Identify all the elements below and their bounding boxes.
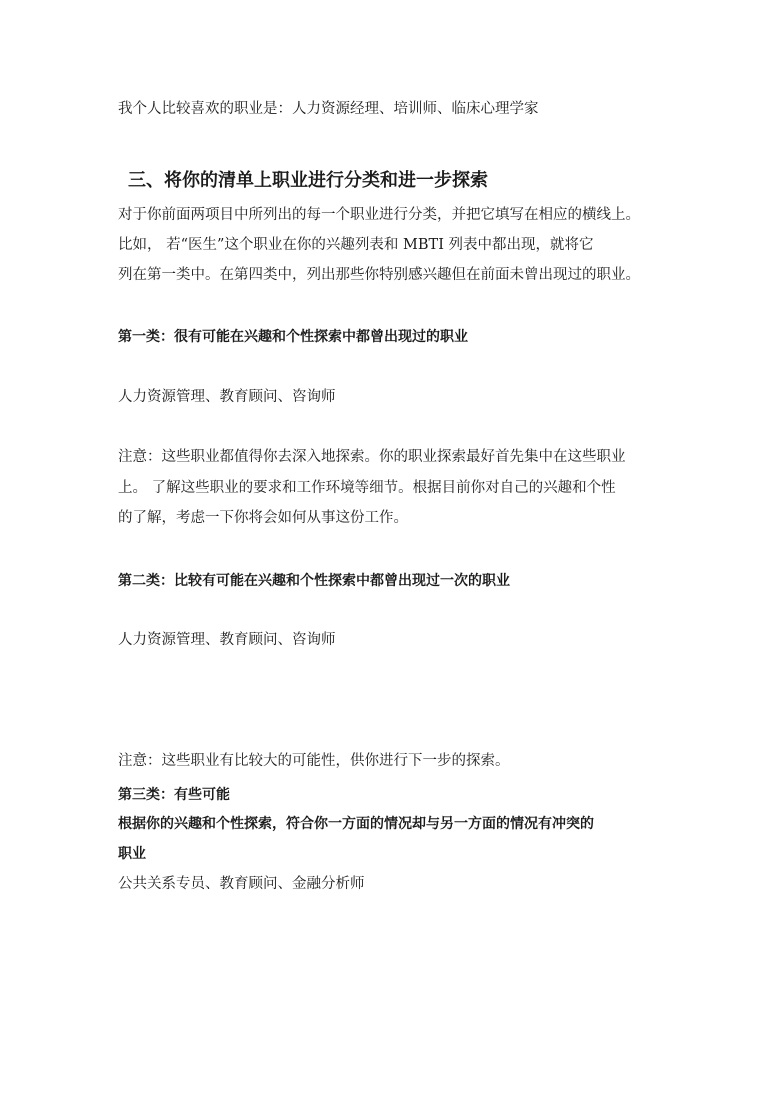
category2-careers: 人力资源管理、教育顾问、咨询师 [118,632,336,648]
category1-careers: 人力资源管理、教育顾问、咨询师 [118,389,336,405]
category2-note: 注意：这些职业有比较大的可能性，供你进行下一步的探索。 [118,753,510,769]
category1-note-line: 上。 了解这些职业的要求和工作环境等细节。根据目前你对自己的兴趣和个性 [118,480,616,496]
paragraph-line: 列在第一类中。在第四类中，列出那些你特别感兴趣但在前面未曾出现过的职业。 [118,267,640,283]
category1-note-line: 的了解，考虑一下你将会如何从事这份工作。 [118,510,408,526]
paragraph-line: 比如， 若“医生”这个职业在你的兴趣列表和 MBTI 列表中都出现，就将它 [118,237,594,253]
category3-careers: 公共关系专员、教育顾问、金融分析师 [118,876,365,892]
intro-line: 我个人比较喜欢的职业是：人力资源经理、培训师、临床心理学家 [118,101,539,117]
section-heading: 三、将你的清单上职业进行分类和进一步探索 [128,170,488,191]
category2-title: 第二类：比较有可能在兴趣和个性探索中都曾出现过一次的职业 [118,573,510,589]
category1-title: 第一类：很有可能在兴趣和个性探索中都曾出现过的职业 [118,329,468,345]
category3-subtitle-line: 根据你的兴趣和个性探索，符合你一方面的情况却与另一方面的情况有冲突的 [118,816,594,832]
category3-title: 第三类：有些可能 [118,787,230,803]
category3-subtitle-line: 职业 [118,846,146,862]
paragraph-line: 对于你前面两项目中所列出的每一个职业进行分类，并把它填写在相应的横线上。 [118,207,640,223]
category1-note-line: 注意：这些职业都值得你去深入地探索。你的职业探索最好首先集中在这些职业 [118,449,626,465]
